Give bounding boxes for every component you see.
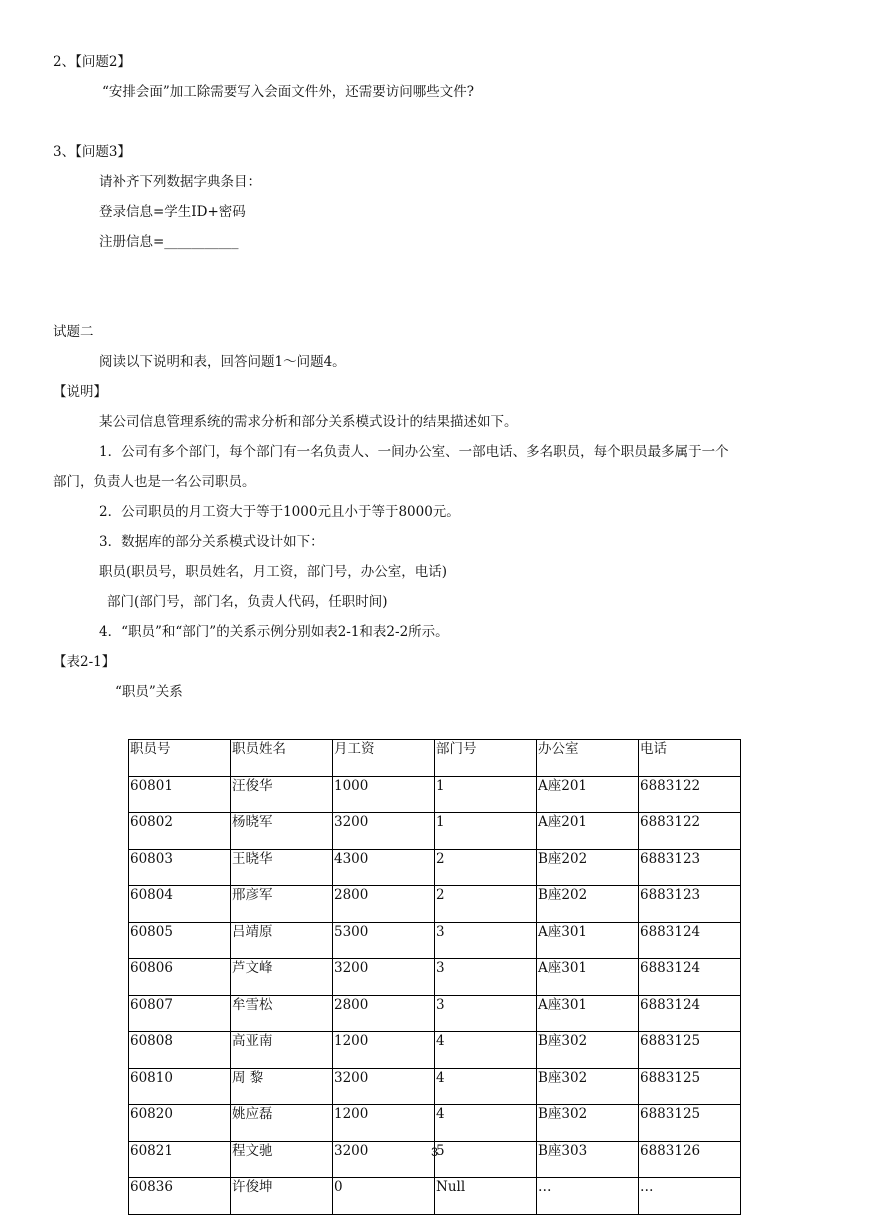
question-2-text: “安排会面”加工除需要写入会面文件外，还需要访问哪些文件? <box>102 84 475 100</box>
table-cell: 4300 <box>333 849 435 886</box>
table-row <box>129 886 741 923</box>
table-cell: 许俊坤 <box>231 1178 333 1215</box>
table-cell: 1 <box>435 813 537 850</box>
table-cell: 2800 <box>333 886 435 923</box>
table-cell: 王晓华 <box>231 849 333 886</box>
table-cell: 3 <box>435 959 537 996</box>
table-cell: B座202 <box>537 849 639 886</box>
table-cell: 杨晓军 <box>231 813 333 850</box>
table-cell: B座202 <box>537 886 639 923</box>
table-cell: 牟雪松 <box>231 995 333 1032</box>
table-cell: 60808 <box>129 1032 231 1069</box>
table-cell: 60805 <box>129 922 231 959</box>
table-row <box>129 776 741 813</box>
table-cell: 6883125 <box>639 1105 741 1142</box>
table-cell: 60820 <box>129 1105 231 1142</box>
table-cell: A座201 <box>537 776 639 813</box>
table-cell: 4 <box>435 1105 537 1142</box>
table-cell: 吕靖原 <box>231 922 333 959</box>
table-cell: 6883124 <box>639 995 741 1032</box>
item-1-line-2: 部门，负责人也是一名公司职员。 <box>53 474 256 490</box>
header-cell: 部门号 <box>435 740 537 777</box>
table-row <box>129 1105 741 1142</box>
question-3-heading: 3、【问题3】 <box>53 144 131 160</box>
table-cell: 1200 <box>333 1032 435 1069</box>
table-cell: 60804 <box>129 886 231 923</box>
table-cell: A座301 <box>537 959 639 996</box>
schema-staff: 职员(职员号，职员姓名，月工资，部门号，办公室，电话) <box>99 564 448 580</box>
table-cell: 邢彦军 <box>231 886 333 923</box>
table-cell: A座301 <box>537 922 639 959</box>
table-cell: 6883126 <box>639 1141 741 1178</box>
table-cell: B座302 <box>537 1032 639 1069</box>
header-cell: 电话 <box>639 740 741 777</box>
table-header-row <box>129 740 741 777</box>
table-row <box>129 813 741 850</box>
table-cell: 6883122 <box>639 776 741 813</box>
table-cell: 程文驰 <box>231 1141 333 1178</box>
table-cell: 60801 <box>129 776 231 813</box>
table-cell: 6883122 <box>639 813 741 850</box>
table-cell: 60836 <box>129 1178 231 1215</box>
table-cell: 4 <box>435 1068 537 1105</box>
table-cell: 姚应磊 <box>231 1105 333 1142</box>
table-cell: 60810 <box>129 1068 231 1105</box>
table-cell: 6883123 <box>639 886 741 923</box>
table-cell: 6883123 <box>639 849 741 886</box>
header-cell: 职员姓名 <box>231 740 333 777</box>
table-cell: … <box>537 1178 639 1215</box>
table-cell: 60803 <box>129 849 231 886</box>
table-cell: 3200 <box>333 1068 435 1105</box>
table-cell: 1000 <box>333 776 435 813</box>
table-row <box>129 1068 741 1105</box>
login-info-entry: 登录信息=学生ID+密码 <box>99 204 246 220</box>
table-cell: 60807 <box>129 995 231 1032</box>
register-info-entry: 注册信息=___________ <box>99 234 239 250</box>
table-cell: 5300 <box>333 922 435 959</box>
table-row <box>129 995 741 1032</box>
item-4: 4．“职员”和“部门”的关系示例分别如表2-1和表2-2所示。 <box>99 624 449 640</box>
item-3: 3．数据库的部分关系模式设计如下： <box>99 534 324 550</box>
table-cell: 0 <box>333 1178 435 1215</box>
table-cell: Null <box>435 1178 537 1215</box>
table-cell: 3 <box>435 922 537 959</box>
table-cell: B座303 <box>537 1141 639 1178</box>
header-cell: 职员号 <box>129 740 231 777</box>
table-cell: 60802 <box>129 813 231 850</box>
exam-2-intro: 阅读以下说明和表，回答问题1～问题4。 <box>99 354 346 370</box>
table-row <box>129 959 741 996</box>
table-row <box>129 849 741 886</box>
table-cell: … <box>639 1178 741 1215</box>
table-row <box>129 1032 741 1069</box>
table-cell: 2 <box>435 886 537 923</box>
table-cell: 6883124 <box>639 959 741 996</box>
item-1-line-1: 1．公司有多个部门，每个部门有一名负责人、一间办公室、一部电话、多名职员，每个职员最多属于一个 <box>99 444 729 460</box>
table-cell: 2800 <box>333 995 435 1032</box>
table-cell: 高亚南 <box>231 1032 333 1069</box>
item-2: 2．公司职员的月工资大于等于1000元且小于等于8000元。 <box>99 504 460 520</box>
description-text: 某公司信息管理系统的需求分析和部分关系模式设计的结果描述如下。 <box>99 414 518 430</box>
table-cell: B座302 <box>537 1105 639 1142</box>
schema-department: 部门(部门号，部门名，负责人代码，任职时间) <box>107 594 388 610</box>
table-cell: 60821 <box>129 1141 231 1178</box>
table-caption: “职员”关系 <box>115 684 183 700</box>
table-cell: 1200 <box>333 1105 435 1142</box>
table-cell: 3200 <box>333 813 435 850</box>
table-cell: A座201 <box>537 813 639 850</box>
table-cell: A座301 <box>537 995 639 1032</box>
table-cell: 芦文峰 <box>231 959 333 996</box>
table-cell: 3 <box>435 995 537 1032</box>
table-cell: 6883124 <box>639 922 741 959</box>
header-cell: 月工资 <box>333 740 435 777</box>
table-cell: 周 黎 <box>231 1068 333 1105</box>
table-cell: 60806 <box>129 959 231 996</box>
table-cell: 4 <box>435 1032 537 1069</box>
question-3-intro: 请补齐下列数据字典条目： <box>99 174 261 190</box>
header-cell: 办公室 <box>537 740 639 777</box>
table-cell: 1 <box>435 776 537 813</box>
table-cell: 3200 <box>333 959 435 996</box>
table-cell: 汪俊华 <box>231 776 333 813</box>
table-cell: 6883125 <box>639 1068 741 1105</box>
staff-table <box>128 739 741 1215</box>
question-2-heading: 2、【问题2】 <box>53 54 131 70</box>
table-row <box>129 922 741 959</box>
explain-heading: 【说明】 <box>53 384 107 400</box>
table-cell: 3200 <box>333 1141 435 1178</box>
page-number: 3 <box>431 1145 438 1159</box>
exam-2-title: 试题二 <box>53 324 94 340</box>
table-cell: 6883125 <box>639 1032 741 1069</box>
table-cell: 5 <box>435 1141 537 1178</box>
table-cell: B座302 <box>537 1068 639 1105</box>
table-cell: 2 <box>435 849 537 886</box>
table-row <box>129 1178 741 1215</box>
table-heading: 【表2-1】 <box>53 654 116 670</box>
